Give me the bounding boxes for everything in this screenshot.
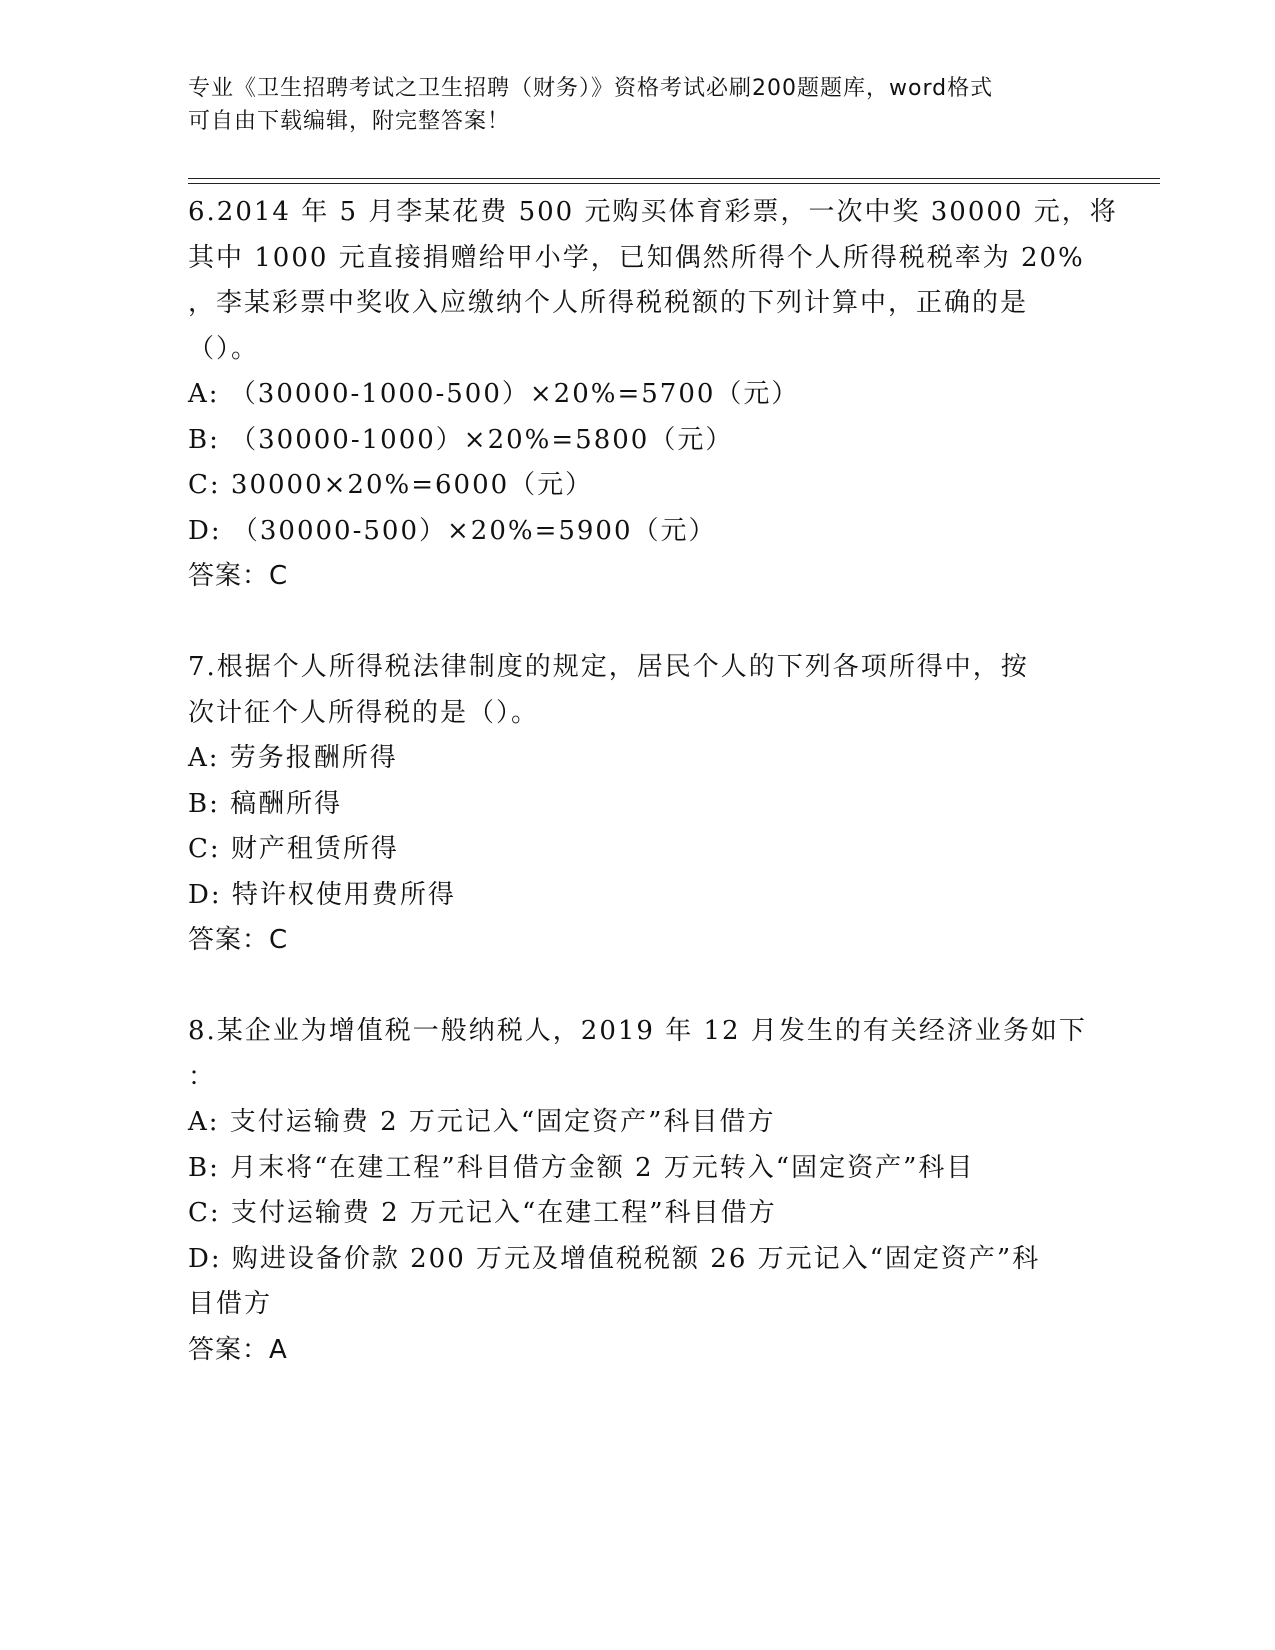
option-a: A: （30000-1000-500）×20%=5700（元） — [188, 379, 800, 409]
question-stem-line: 8.某企业为增值税一般纳税人，2019 年 12 月发生的有关经济业务如下 — [188, 1016, 1087, 1046]
question-stem-line: 次计征个人所得税的是（）。 — [188, 697, 540, 728]
option-b: B: 稿酬所得 — [188, 788, 343, 819]
question-stem-line: 其中 1000 元直接捐赠给甲小学，已知偶然所得个人所得税税率为 20% — [188, 242, 1085, 273]
question-stem-line: 6.2014 年 5 月李某花费 500 元购买体育彩票，一次中奖 30000 元，将 — [188, 197, 1118, 227]
option-d: D: （30000-500）×20%=5900（元） — [188, 515, 717, 546]
option-c: C: 财产租赁所得 — [188, 834, 399, 864]
question-list — [188, 190, 1118, 1373]
header-line: 专业《卫生招聘考试之卫生招聘（财务）》资格考试必刷200题题库，word格式 — [188, 76, 994, 101]
answer-line: 答案：C — [188, 925, 289, 955]
option-a: A: 劳务报酬所得 — [188, 743, 398, 773]
header-divider — [188, 178, 1160, 179]
option-c: C: 支付运输费 2 万元记入“在建工程”科目借方 — [188, 1198, 777, 1228]
header-line: 可自由下载编辑，附完整答案！ — [188, 109, 511, 134]
question-stem-line: ： — [188, 1061, 217, 1092]
question-8 — [188, 1009, 1108, 1373]
option-c: C: 30000×20%=6000（元） — [188, 470, 594, 500]
option-b: B: 月末将“在建工程”科目借方金额 2 万元转入“固定资产”科目 — [188, 1152, 975, 1183]
option-a: A: 支付运输费 2 万元记入“固定资产”科目借方 — [188, 1107, 776, 1137]
document-header — [188, 72, 1088, 138]
option-b: B: （30000-1000）×20%=5800（元） — [188, 424, 734, 455]
question-stem-line: 7.根据个人所得税法律制度的规定，居民个人的下列各项所得中，按 — [188, 652, 1029, 682]
question-stem-line: （）。 — [188, 333, 260, 364]
question-6 — [188, 190, 1118, 600]
answer-line: 答案：C — [188, 561, 289, 591]
answer-line: 答案：A — [188, 1334, 288, 1365]
question-spacer — [188, 600, 1108, 646]
option-d: D: 特许权使用费所得 — [188, 879, 456, 910]
option-d: D: 购进设备价款 200 万元及增值税税额 26 万元记入“固定资产”科 — [188, 1243, 1041, 1274]
question-spacer — [188, 964, 1108, 1010]
question-7 — [188, 645, 1108, 964]
question-stem-line: ，李某彩票中奖收入应缴纳个人所得税税额的下列计算中，正确的是 — [188, 288, 1029, 318]
header-divider — [188, 183, 1160, 184]
option-d-continued: 目借方 — [188, 1289, 273, 1319]
